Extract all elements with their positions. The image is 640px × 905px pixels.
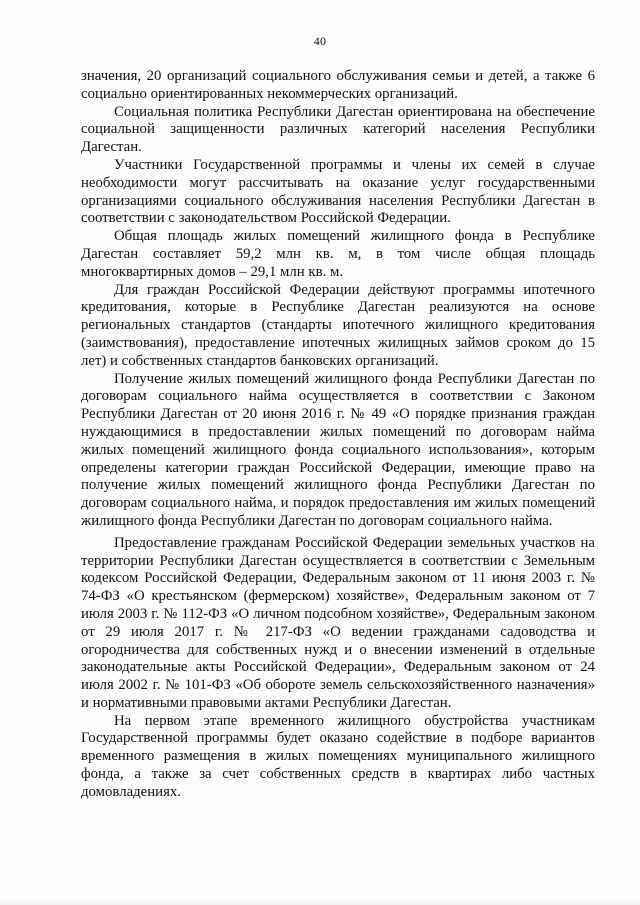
paragraph-temporary-housing: На первом этапе временного жилищного обустройства участникам Государственной программы будет оказано содействие в подборе вариантов временного размещения в жилых помещениях муниципального жилищного фонда, а также за счет собственных средств в квартирах либо частных домовладениях. bbox=[81, 712, 595, 800]
document-body bbox=[81, 68, 595, 802]
paragraph-continuation: значения, 20 организаций социального обслуживания семьи и детей, а также 6 социально ориентированных некоммерческих организаций. bbox=[81, 68, 595, 102]
scan-edge-shadow bbox=[0, 899, 640, 905]
paragraph-social-services: Участники Государственной программы и члены их семей в случае необходимости могут рассчитывать на оказание услуг государственными организациями социального обслуживания населения Республики Дагестан в соответствии с законодательством Российской Федерации. bbox=[81, 156, 595, 227]
page-number: 40 bbox=[313, 34, 327, 48]
paragraph-land-plots: Предоставление гражданам Российской Федерации земельных участков на территории Республики Дагестан осуществляется в соответствии с Земельным кодексом Российской Федерации, Федеральным законом от 11 июня 2003 г. № 74-ФЗ «О крестьянском (фермерском) хозяйстве», Федеральным законом от 7 июля 2003 г. № 112-ФЗ «О личном подсобном хозяйстве», Федеральным законом от 29 июля 2017 г. № 217-ФЗ «О ведении гражданами садоводства и огородничества для собственных нужд и о внесении изменений в отдельные законодательные акты Российской Федерации», Федеральным законом от 24 июля 2002 г. № 101-ФЗ «Об обороте земель сельскохозяйственного назначения» и нормативными правовыми актами Республики Дагестан. bbox=[81, 534, 595, 711]
paragraph-social-policy: Социальная политика Республики Дагестан ориентирована на обеспечение социальной защищенности различных категорий населения Республики Дагестан. bbox=[81, 103, 595, 156]
paragraph-social-rent: Получение жилых помещений жилищного фонда Республики Дагестан по договорам социального найма осуществляется в соответствии с Законом Республики Дагестан от 20 июня 2016 г. № 49 «О порядке признания граждан нуждающимися в предоставлении жилых помещений по договорам найма жилых помещений жилищного фонда социального использования», которым определены категории граждан Российской Федерации, имеющие право на получение жилых помещений жилищного фонда Республики Дагестан по договорам социального найма, и порядок предоставления им жилых помещений жилищного фонда Республики Дагестан по договорам социального найма. bbox=[81, 370, 595, 529]
paragraph-mortgage: Для граждан Российской Федерации действуют программы ипотечного кредитования, которые в Республике Дагестан реализуются на основе региональных стандартов (стандарты ипотечного жилищного кредитования (заимствования), предоставление ипотечных жилищных займов сроком до 15 лет) и собственных стандартов банковских организаций. bbox=[81, 281, 595, 369]
paragraph-housing-area: Общая площадь жилых помещений жилищного фонда в Республике Дагестан составляет 59,2 млн кв. м, в том числе общая площадь многоквартирных домов – 29,1 млн кв. м. bbox=[81, 228, 595, 280]
